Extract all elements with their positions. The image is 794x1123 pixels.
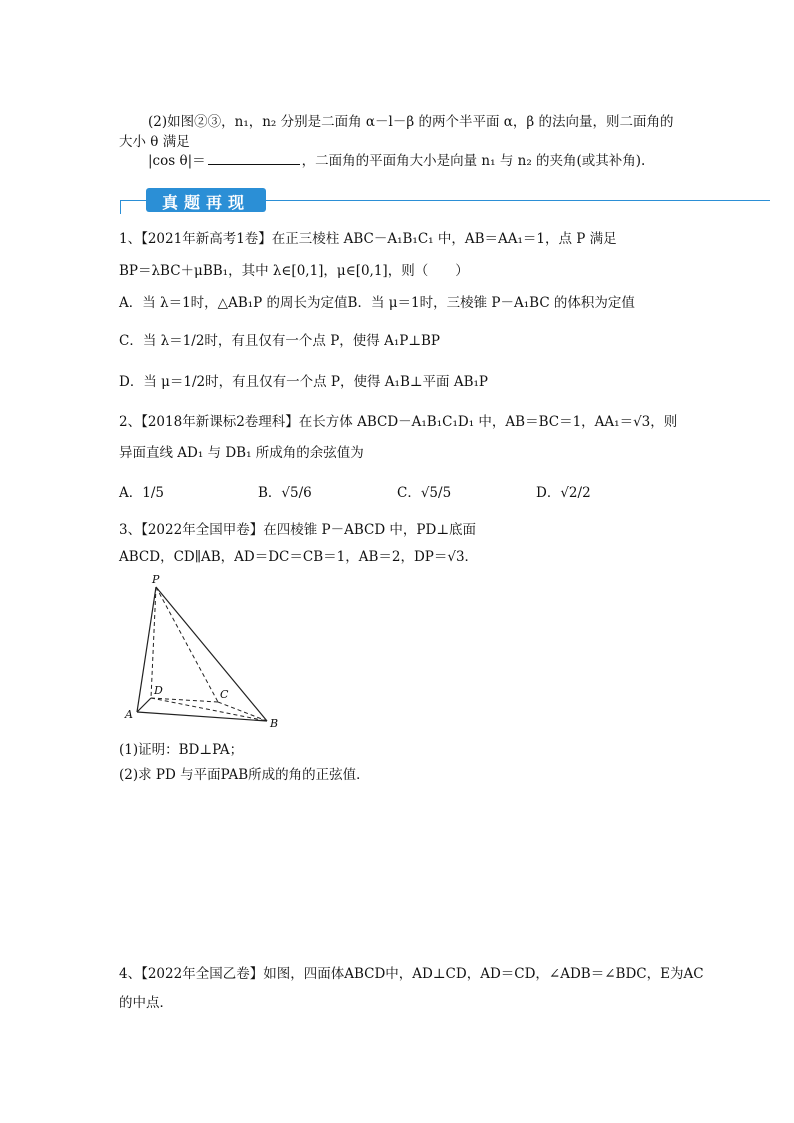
q2-option-d[interactable]: D．√2/2 <box>536 485 591 501</box>
label-a: A <box>125 708 133 721</box>
part2-line1: (2)如图②③，n₁，n₂ 分别是二面角 α－l－β 的两个半平面 α，β 的法向量，则二面角的 <box>148 114 674 130</box>
pyramid-figure <box>120 572 290 734</box>
q2-option-a[interactable]: A．1/5 <box>119 485 164 501</box>
q3-part1: (1)证明：BD⊥PA； <box>119 742 244 758</box>
answer-blank[interactable] <box>208 152 300 165</box>
edge-pb <box>156 587 267 721</box>
q1-option-c[interactable]: C．当 λ＝1/2时，有且仅有一个点 P，使得 A₁P⊥BP <box>119 333 441 349</box>
q1-stem-line1: 1、【2021年新高考1卷】在正三棱柱 ABC－A₁B₁C₁ 中，AB＝AA₁＝1，点 P 满足 <box>119 231 617 247</box>
q4-stem-line2: 的中点． <box>119 995 173 1011</box>
section-title: 真题再现 <box>161 193 250 212</box>
section-hook <box>120 200 121 214</box>
section-title-box <box>146 188 266 212</box>
q1-option-d[interactable]: D．当 μ＝1/2时，有且仅有一个点 P，使得 A₁B⊥平面 AB₁P <box>119 374 489 390</box>
edge-pc <box>156 587 218 702</box>
part2-line3: |cos θ|＝ ，二面角的平面角大小是向量 n₁ 与 n₂ 的夹角(或其补角). <box>148 153 646 169</box>
q1-option-b[interactable]: B．当 μ＝1时，三棱锥 P－A₁BC 的体积为定值 <box>347 295 635 311</box>
q2-option-c[interactable]: C．√5/5 <box>397 485 452 501</box>
q2-option-b[interactable]: B．√5/6 <box>258 485 312 501</box>
section-heading <box>120 186 770 216</box>
label-c: C <box>220 688 229 701</box>
q4-stem-line1: 4、【2022年全国乙卷】如图，四面体ABCD中，AD⊥CD，AD＝CD，∠ADB＝∠BDC，E为AC <box>119 966 704 982</box>
q1-stem-line2: BP＝λBC＋μBB₁，其中 λ∈[0,1]，μ∈[0,1]，则（ ） <box>119 263 469 279</box>
label-p: P <box>152 573 160 586</box>
label-b: B <box>270 717 279 730</box>
label-d: D <box>154 684 163 697</box>
q1-options-ab <box>119 294 635 312</box>
q3-part2: (2)求 PD 与平面PAB所成的角的正弦值． <box>119 767 370 783</box>
q3-stem-line2: ABCD，CD∥AB，AD＝DC＝CB＝1，AB＝2，DP＝√3． <box>119 549 479 565</box>
q2-stem-line2: 异面直线 AD₁ 与 DB₁ 所成角的余弦值为 <box>119 445 364 461</box>
q3-stem-line1: 3、【2022年全国甲卷】在四棱锥 P－ABCD 中，PD⊥底面 <box>119 522 477 538</box>
q1-option-a[interactable]: A．当 λ＝1时，△AB₁P 的周长为定值 <box>119 295 348 311</box>
q2-stem-line1: 2、【2018年新课标2卷理科】在长方体 ABCD－A₁B₁C₁D₁ 中，AB＝BC＝1，AA₁＝√3，则 <box>119 414 678 430</box>
part2-line2: 大小 θ 满足 <box>119 134 190 150</box>
